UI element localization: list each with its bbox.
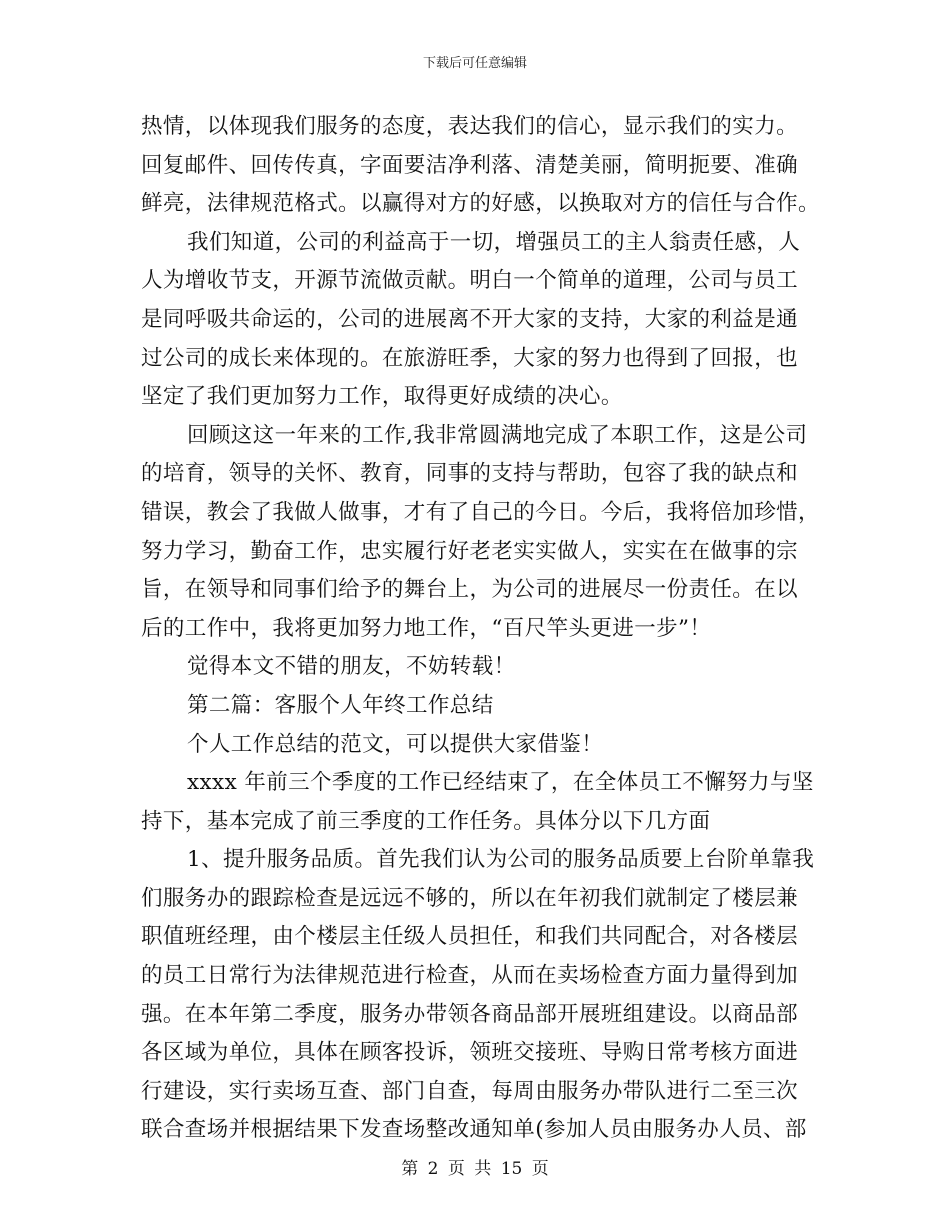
- text-line: xxxx 年前三个季度的工作已经结束了，在全体员工不懈努力与坚: [187, 770, 814, 796]
- text-line: 我们知道，公司的利益高于一切，增强员工的主人翁责任感，人: [187, 229, 801, 255]
- text-line: 旨，在领导和同事们给予的舞台上，为公司的进展尽一份责任。在以: [141, 577, 799, 603]
- text-line: 热情，以体现我们服务的态度，表达我们的信心，显示我们的实力。: [141, 114, 799, 139]
- text-line: 联合查场并根据结果下发查场整改通知单(参加人员由服务办人员、部: [141, 1117, 807, 1143]
- text-line: 强。在本年第二季度，服务办带领各商品部开展班组建设。以商品部: [141, 1001, 799, 1027]
- text-line: 回复邮件、回传传真，字面要洁净利落、清楚美丽，简明扼要、准确: [141, 152, 799, 178]
- text-line: 错误，教会了我做人做事，才有了自己的今日。今后，我将倍加珍惜，: [141, 499, 820, 525]
- text-line: 回顾这这一年来的工作,我非常圆满地完成了本职工作，这是公司: [187, 422, 808, 448]
- page-footer: 第 2 页 共 15 页: [401, 1159, 549, 1179]
- text-line: 人为增收节支，开源节流做贡献。明白一个简单的道理，公司与员工: [141, 268, 799, 294]
- text-line: 第二篇：客服个人年终工作总结: [187, 692, 494, 718]
- text-line: 各区域为单位，具体在顾客投诉，领班交接班、导购日常考核方面进: [141, 1040, 799, 1066]
- text-line: 坚定了我们更加努力工作，取得更好成绩的决心。: [141, 384, 623, 410]
- text-line: 是同呼吸共命运的，公司的进展离不开大家的支持，大家的利益是通: [141, 306, 799, 332]
- text-line: 过公司的成长来体现的。在旅游旺季，大家的努力也得到了回报，也: [141, 345, 799, 371]
- text-line: 后的工作中，我将更加努力地工作，“百尺竿头更进一步”！: [141, 615, 712, 641]
- text-line: 们服务办的跟踪检查是远远不够的，所以在年初我们就制定了楼层兼: [141, 885, 799, 911]
- text-line: 鲜亮，法律规范格式。以赢得对方的好感，以换取对方的信任与合作。: [141, 191, 820, 217]
- text-line: 的培育，领导的关怀、教育，同事的支持与帮助，包容了我的缺点和: [141, 461, 799, 487]
- text-line: 觉得本文不错的朋友，不妨转载！: [187, 654, 516, 680]
- document-body: [141, 108, 820, 1150]
- text-line: 1、提升服务品质。首先我们认为公司的服务品质要上台阶单靠我: [187, 847, 815, 873]
- text-line: 个人工作总结的范文，可以提供大家借鉴！: [187, 731, 604, 757]
- text-line: 职值班经理，由个楼层主任级人员担任，和我们共同配合，对各楼层: [141, 924, 799, 950]
- text-line: 的员工日常行为法律规范进行检查，从而在卖场检查方面力量得到加: [141, 963, 799, 989]
- page-header: 下载后可任意编辑: [422, 56, 527, 71]
- text-line: 持下，基本完成了前三季度的工作任务。具体分以下几方面: [141, 808, 711, 834]
- text-line: 行建设，实行卖场互查、部门自查，每周由服务办带队进行二至三次: [141, 1078, 799, 1104]
- text-line: 努力学习，勤奋工作，忠实履行好老老实实做人，实实在在做事的宗: [141, 538, 799, 564]
